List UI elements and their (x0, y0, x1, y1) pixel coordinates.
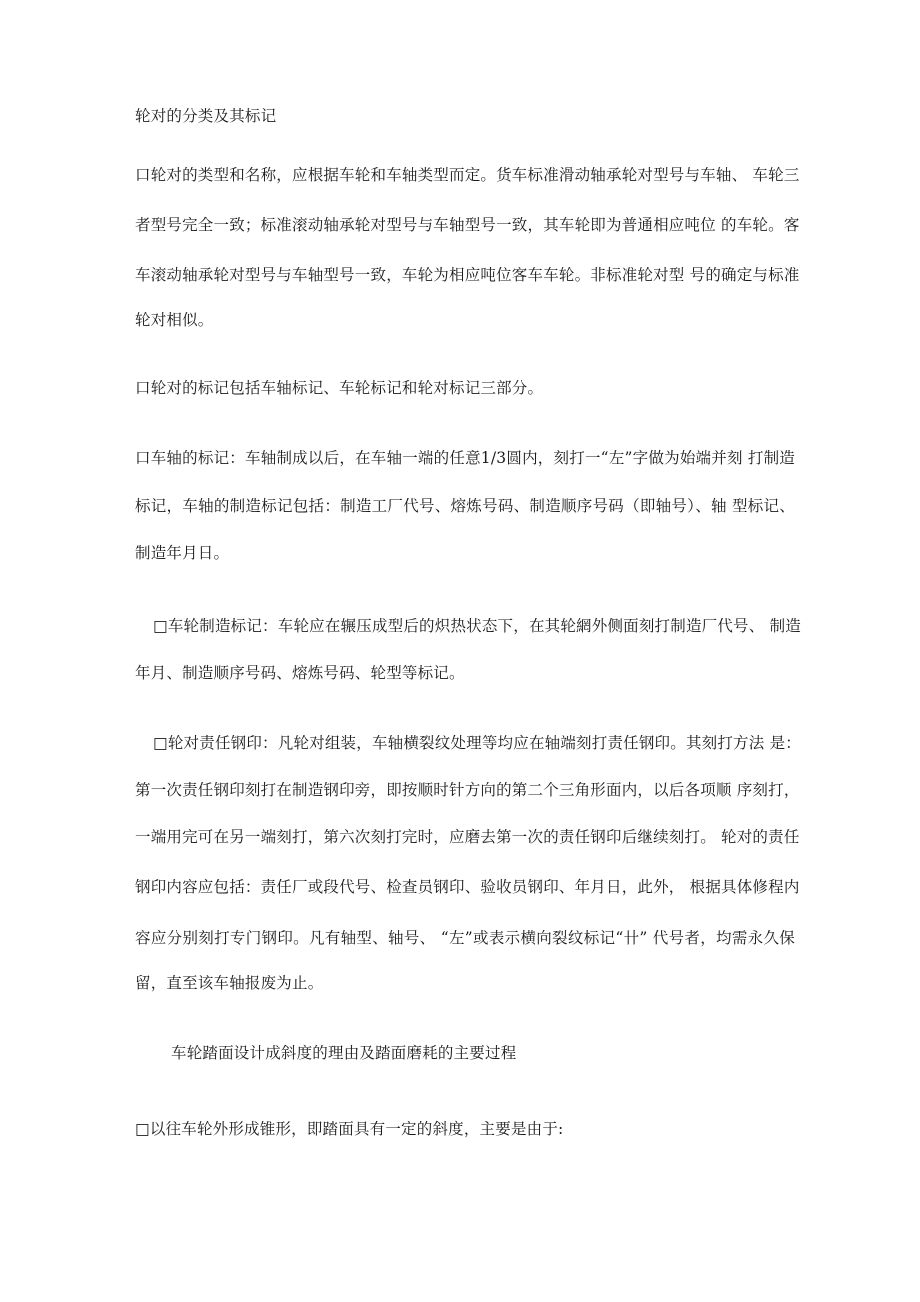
paragraph-wheelset-types-line-4: 轮对相似。 (135, 311, 214, 329)
paragraph-wheelset-types-line-2: 者型号完全一致；标准滚动轴承轮对型号与车轴型号一致，其车轮即为普通相应吨位 的车轮。客 (135, 216, 800, 234)
paragraph-axle-marking-line-1: 口车轴的标记：车轴制成以后，在车轴一端的任意1/3圆内，刻打一“左”字做为始端并刻 打制造 (135, 449, 795, 467)
paragraph-wheelset-types-line-3: 车滚动轴承轮对型号与车轴型号一致，车轮为相应吨位客车车轮。非标准轮对型 号的确定与标准 (135, 266, 800, 284)
paragraph-wheel-marking-line-2: 年月、制造顺序号码、熔炼号码、轮型等标记。 (135, 664, 465, 682)
paragraph-responsibility-stamp-line-6: 留，直至该车轴报废为止。 (135, 974, 324, 992)
paragraph-responsibility-stamp-line-3: 一端用完可在另一端刻打，第六次刻打完时，应磨去第一次的责任钢印后继续刻打。 轮对的责任 (135, 828, 800, 846)
paragraph-axle-marking-line-3: 制造年月日。 (135, 544, 230, 562)
paragraph-responsibility-stamp-line-5: 容应分别刻打专门钢印。凡有轴型、轴号、 “左”或表示横向裂纹标记“卄” 代号者，均需永久保 (135, 929, 795, 947)
paragraph-marking-parts: 口轮对的标记包括车轴标记、车轮标记和轮对标记三部分。 (135, 379, 544, 397)
section-title: 轮对的分类及其标记 (135, 107, 277, 125)
paragraph-tread-slope-line-1: □以往车轮外形成锥形，即踏面具有一定的斜度，主要是由于: (135, 1120, 564, 1138)
paragraph-wheelset-types-line-1: 口轮对的类型和名称，应根据车轮和车轴类型而定。货车标准滑动轴承轮对型号与车轴、 车轮三 (135, 166, 800, 184)
paragraph-responsibility-stamp-line-2: 第一次责任钢印刻打在制造钢印旁，即按顺时针方向的第二个三角形面内，以后各项顺 序刻打， (135, 781, 800, 799)
paragraph-axle-marking-line-2: 标记，车轴的制造标记包括：制造工厂代号、熔炼号码、制造顺序号码（即轴号）、轴 型标记、 (135, 497, 795, 515)
paragraph-responsibility-stamp-line-4: 钢印内容应包括：责任厂或段代号、检查员钢印、验收员钢印、年月日，此外， 根据具体修程内 (135, 878, 800, 896)
section-heading-tread-slope: 车轮踏面设计成斜度的理由及踏面磨耗的主要过程 (171, 1044, 517, 1062)
paragraph-responsibility-stamp-line-1: □轮对责任钢印：凡轮对组装，车轴横裂纹处理等均应在轴端刻打责任钢印。其刻打方法 是： (153, 734, 801, 752)
paragraph-wheel-marking-line-1: □车轮制造标记：车轮应在辗压成型后的炽热状态下，在其轮網外侧面刻打制造厂代号、 制造 (153, 617, 801, 635)
